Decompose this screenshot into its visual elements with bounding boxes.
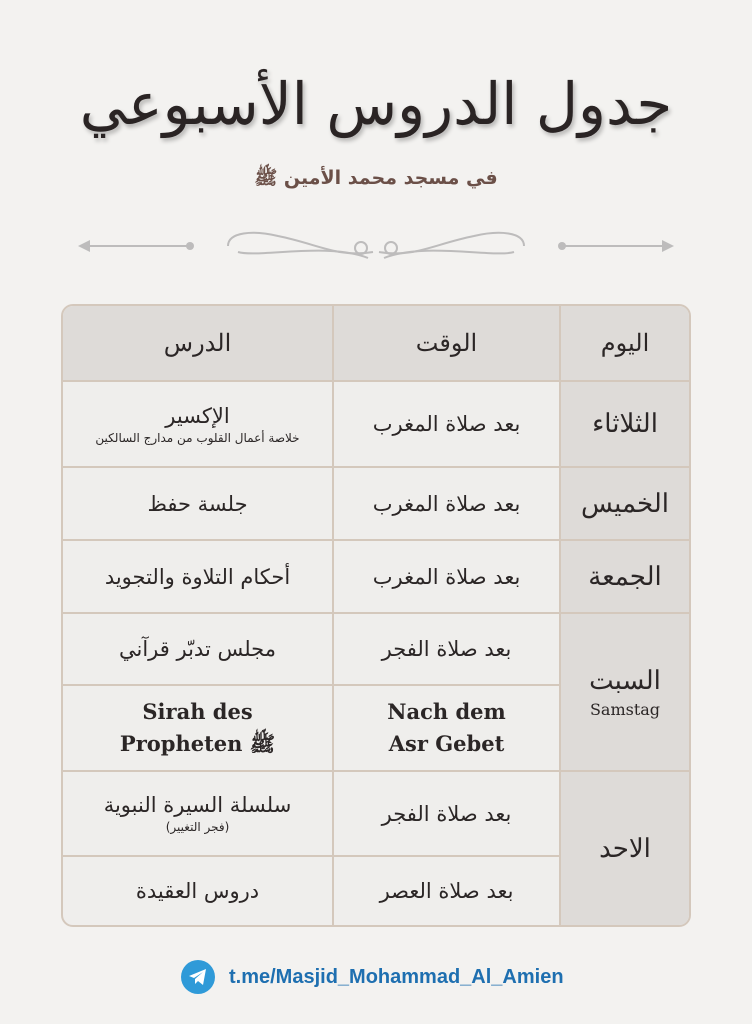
time-cell: بعد صلاة الفجر	[334, 614, 561, 686]
page-subtitle: في مسجد محمد الأمين ﷺ	[254, 167, 498, 189]
lesson-subtitle: خلاصة أعمال القلوب من مدارج السالكين	[95, 430, 300, 445]
telegram-icon[interactable]	[181, 960, 215, 994]
time-cell	[334, 686, 561, 772]
time-cell: بعد صلاة المغرب	[334, 541, 561, 614]
lesson-cell	[63, 686, 334, 772]
time-cell: بعد صلاة العصر	[334, 857, 561, 925]
column-header-time: الوقت	[334, 306, 561, 382]
telegram-link[interactable]: t.me/Masjid_Mohammad_Al_Amien	[229, 965, 564, 988]
day-saturday	[561, 614, 689, 772]
lesson-subtitle: (فجر التغيير)	[165, 820, 230, 834]
lesson-cell	[63, 382, 334, 468]
lesson-cell: دروس العقيدة	[63, 857, 334, 925]
lesson-title: سلسلة السيرة النبوية	[103, 793, 292, 817]
footer	[181, 960, 564, 994]
time-cell: بعد صلاة المغرب	[334, 468, 561, 541]
lesson-line: Propheten ﷺ	[119, 731, 276, 756]
day-saturday-latin: Samstag	[589, 699, 661, 719]
time-cell: بعد صلاة المغرب	[334, 382, 561, 468]
lesson-cell: مجلس تدبّر قرآني	[63, 614, 334, 686]
lesson-cell: جلسة حفظ	[63, 468, 334, 541]
day-friday: الجمعة	[561, 541, 689, 614]
time-cell: بعد صلاة الفجر	[334, 772, 561, 857]
lesson-cell	[63, 772, 334, 857]
page-title: جدول الدروس الأسبوعي	[79, 70, 673, 138]
schedule-table	[61, 304, 691, 927]
day-thursday: الخميس	[561, 468, 689, 541]
column-header-lesson: الدرس	[63, 306, 334, 382]
time-line: Asr Gebet	[388, 731, 505, 756]
day-sunday: الاحد	[561, 772, 689, 925]
lesson-title: الإكسير	[165, 403, 230, 428]
column-header-day: اليوم	[561, 306, 689, 382]
ornamental-divider	[78, 228, 674, 264]
lesson-cell: أحكام التلاوة والتجويد	[63, 541, 334, 614]
lesson-line: Sirah des	[142, 699, 253, 724]
time-line: Nach dem	[387, 699, 506, 724]
day-tuesday: الثلاثاء	[561, 382, 689, 468]
day-saturday-arabic: السبت	[589, 665, 661, 696]
